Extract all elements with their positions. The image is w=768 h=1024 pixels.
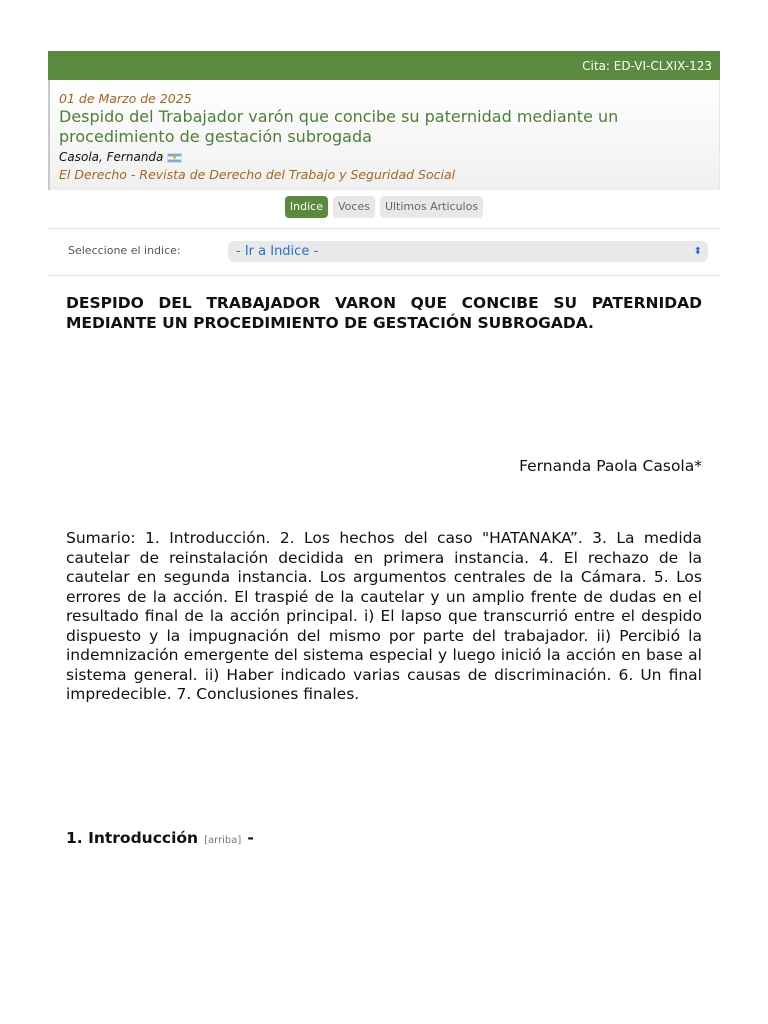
index-select-value: - Ir a Indice - [236, 244, 319, 259]
divider [48, 228, 720, 229]
citation-text: Cita: ED-VI-CLXIX-123 [582, 58, 712, 73]
back-to-top-link[interactable]: [arriba] [204, 835, 242, 846]
publication-date: 01 de Marzo de 2025 [59, 91, 192, 106]
citation-bar [48, 51, 720, 80]
select-arrows-icon: ⬍ [693, 246, 702, 257]
tab-indice[interactable]: Indice [285, 196, 328, 218]
document-summary: Sumario: 1. Introducción. 2. Los hechos del caso "HATANAKA”. 3. La medida cautelar de reinstalación decidida en primera instancia. 4. El rechazo de la cautelar en segunda instancia. Los argumentos centrales de la Cámara. 5. Los errores de la acción. El traspié de la cautelar y un amplio frente de dudas en el resultado final de la acción principal. i) El lapso que transcurrió entre el despido dispuesto y la impugnación del mismo por parte del trabajador. ii) Percibió la indemnización emergente del sistema especial y luego inició la acción en base al sistema general. ii) Haber indicado varias causas de discriminación. 6. Un final impredecible. 7. Conclusiones finales. [66, 529, 702, 703]
document-title: DESPIDO DEL TRABAJADOR VARON QUE CONCIBE SU PATERNIDAD MEDIANTE UN PROCEDIMIENTO DE GESTACIÓN SUBROGADA. [66, 294, 702, 332]
index-select[interactable] [228, 241, 708, 262]
section-heading [66, 828, 254, 851]
article-title: Despido del Trabajador varón que concibe su paternidad mediante un procedimiento de gestación subrogada [59, 107, 619, 146]
article-header [48, 80, 720, 190]
tab-voces[interactable]: Voces [333, 196, 375, 218]
divider [48, 275, 720, 276]
journal-name[interactable]: El Derecho - Revista de Derecho del Trabajo y Seguridad Social [59, 167, 456, 182]
index-select-label: Seleccione el indice: [68, 244, 181, 257]
document-author: Fernanda Paola Casola* [519, 457, 702, 475]
author-line [59, 149, 710, 166]
argentina-flag-icon [167, 153, 182, 163]
tab-bar [0, 196, 768, 218]
author-name[interactable]: Casola, Fernanda [59, 150, 164, 164]
tab-ultimos-articulos[interactable]: Ultimos Articulos [380, 196, 483, 218]
section-dash: - [247, 829, 254, 847]
section-title: 1. Introducción [66, 829, 199, 847]
